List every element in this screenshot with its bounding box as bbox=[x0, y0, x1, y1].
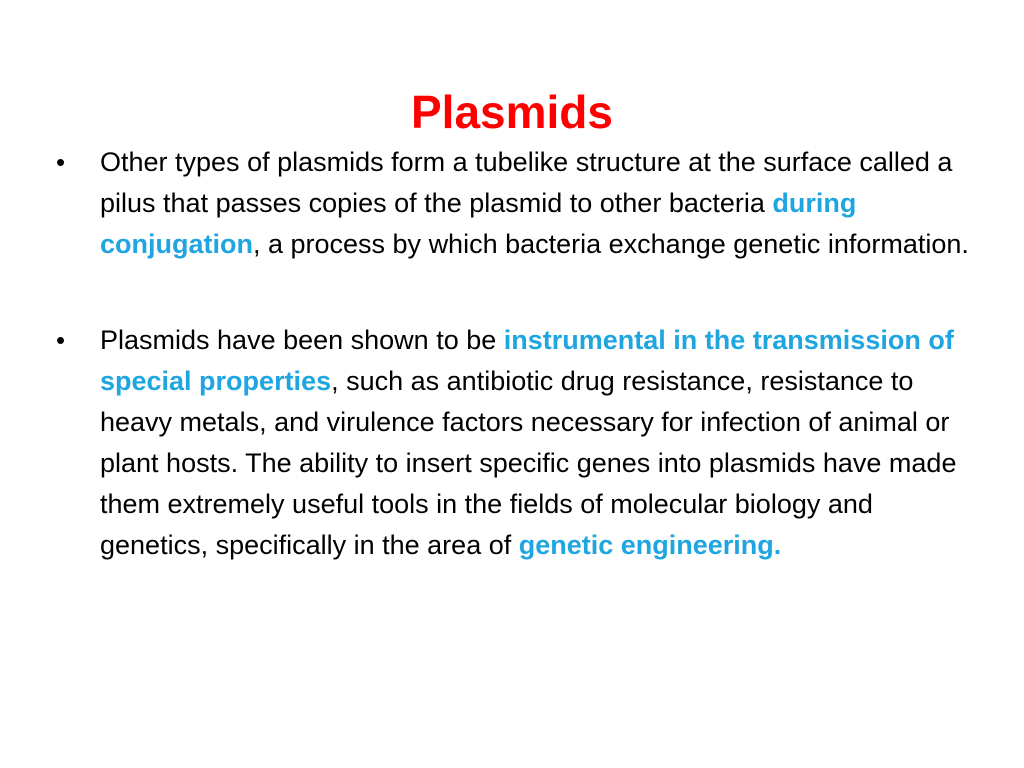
bullet-dot-icon: • bbox=[56, 147, 66, 177]
bullet-item bbox=[56, 320, 976, 566]
slide-title: Plasmids bbox=[411, 85, 613, 138]
highlighted-phrase: during conjugation bbox=[100, 188, 857, 259]
bullet-item bbox=[56, 142, 976, 265]
bullet-list bbox=[56, 142, 976, 566]
bullet-text-segment: Plasmids have been shown to be bbox=[100, 325, 504, 355]
bullet-text-segment: Other types of plasmids form a tubelike structure at the surface called a pilus that passes copies of the plasmid to other bacteria bbox=[100, 147, 953, 218]
highlighted-phrase: instrumental in the transmission of special properties bbox=[100, 325, 954, 396]
bullet-dot-icon: • bbox=[56, 325, 66, 355]
bullet-text-segment: , such as antibiotic drug resistance, resistance to heavy metals, and virulence factors necessary for infection of animal or plant hosts. The ability to insert specific genes into plasmids have made them extremely useful tools in the fields of molecular biology and genetics, specifically in the area of bbox=[100, 366, 957, 560]
bullet-text-segment: , a process by which bacteria exchange genetic information. bbox=[252, 229, 969, 259]
highlighted-phrase: genetic engineering. bbox=[518, 530, 782, 560]
